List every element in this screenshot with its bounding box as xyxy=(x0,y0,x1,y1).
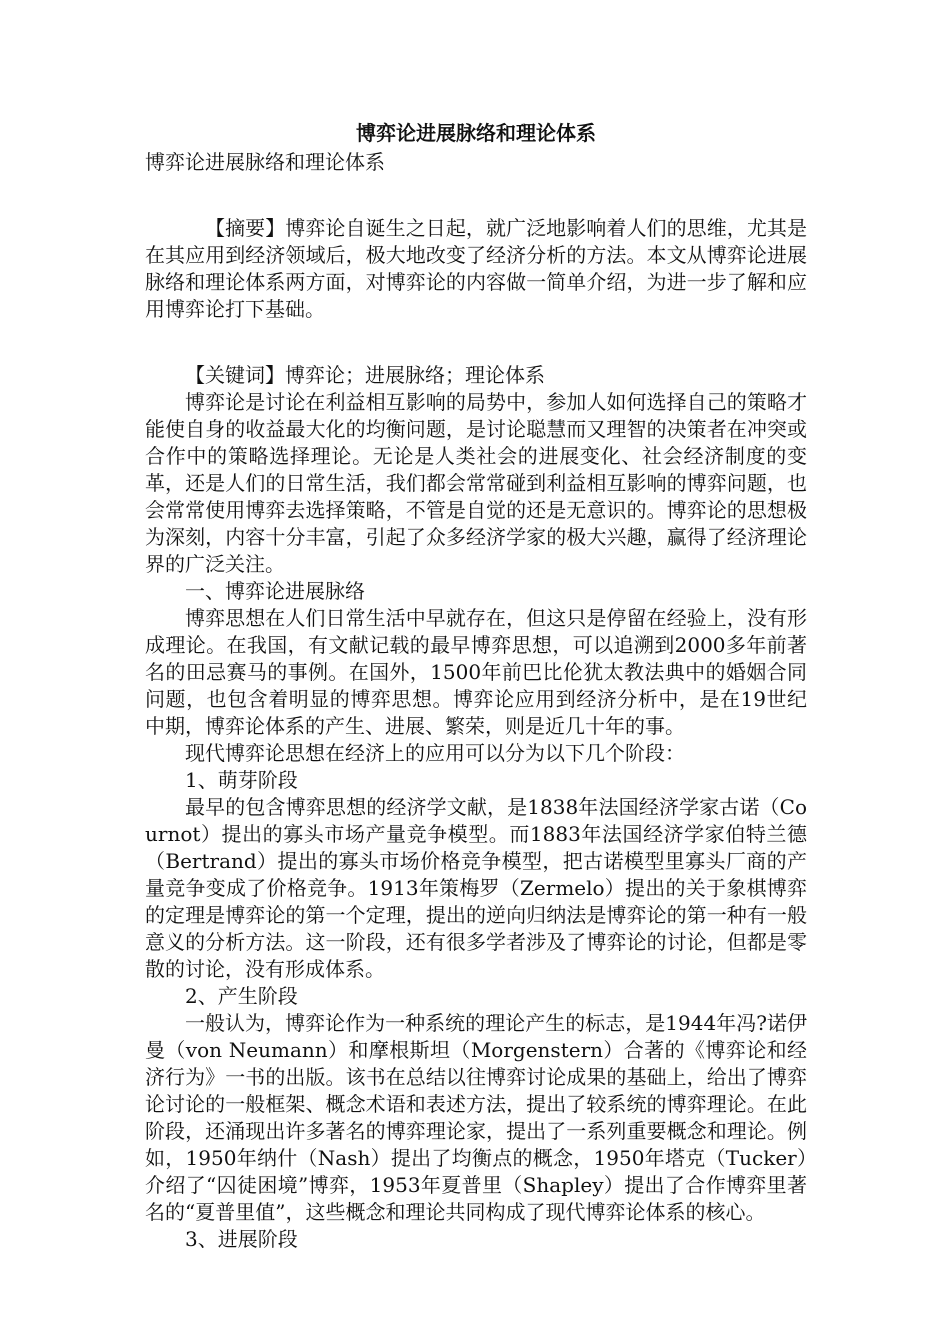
stage-2-paragraph: 一般认为，博弈论作为一种系统的理论产生的标志，是1944年冯?诺伊曼（von Neumann）和摩根斯坦（Morgenstern）合著的《博弈论和经济行为》一书的出版。该书在总结以往博弈讨论成果的基础上，给出了博弈论讨论的一般框架、概念术语和表述方法，提出了较系统的博弈理论。在此阶段，还涌现出许多著名的博弈理论家，提出了一系列重要概念和理论。例如，1950年纳什（Nash）提出了均衡点的概念，1950年塔克（Tucker）介绍了“囚徒困境”博弈，1953年夏普里（Shapley）提出了合作博弈里著名的“夏普里值”，这些概念和理论共同构成了现代博弈论体系的核心。 xyxy=(145,1011,807,1224)
intro-paragraph: 博弈论是讨论在利益相互影响的局势中，参加人如何选择自己的策略才能使自身的收益最大化的均衡问题，是讨论聪慧而又理智的决策者在冲突或合作中的策略选择理论。无论是人类社会的进展变化、社会经济制度的变革，还是人们的日常生活，我们都会常常碰到利益相互影响的博弈问题，也会常常使用博弈去选择策略，不管是自觉的还是无意识的。博弈论的思想极为深刻，内容十分丰富，引起了众多经济学家的极大兴趣，赢得了经济理论界的广泛关注。 xyxy=(145,390,807,576)
abstract-paragraph: 【摘要】博弈论自诞生之日起，就广泛地影响着人们的思维，尤其是在其应用到经济领域后，极大地改变了经济分析的方法。本文从博弈论进展脉络和理论体系两方面，对博弈论的内容做一简单介绍，为进一步了解和应用博弈论打下基础。 xyxy=(145,216,807,321)
section-1-heading: 一、博弈论进展脉络 xyxy=(185,579,365,603)
section-1-paragraph-2: 现代博弈论思想在经济上的应用可以分为以下几个阶段： xyxy=(185,741,685,765)
document-page xyxy=(145,118,807,1253)
spacer xyxy=(145,203,807,215)
spacer xyxy=(145,350,807,362)
document-title: 博弈论进展脉络和理论体系 xyxy=(356,121,596,145)
stage-3-heading: 3、进展阶段 xyxy=(185,1227,298,1251)
section-1-paragraph-1: 博弈思想在人们日常生活中早就存在，但这只是停留在经验上，没有形成理论。在我国，有文献记载的最早博弈思想，可以追溯到2000多年前著名的田忌赛马的事例。在国外，1500年前巴比伦犹太教法典中的婚姻合同问题，也包含着明显的博弈思想。博弈论应用到经济分析中，是在19世纪中期，博弈论体系的产生、进展、繁荣，则是近几十年的事。 xyxy=(145,606,807,738)
spacer xyxy=(145,176,807,203)
keywords-line: 【关键词】博弈论；进展脉络；理论体系 xyxy=(185,363,545,387)
stage-1-paragraph: 最早的包含博弈思想的经济学文献，是1838年法国经济学家古诺（Cournot）提出的寡头市场产量竞争模型。而1883年法国经济学家伯特兰德（Bertrand）提出的寡头市场价格竞争模型，把古诺模型里寡头厂商的产量竞争变成了价格竞争。1913年策梅罗（Zermelo）提出的关于象棋博弈的定理是博弈论的第一个定理，提出的逆向归纳法是博弈论的第一种有一般意义的分析方法。这一阶段，还有很多学者涉及了博弈论的讨论，但都是零散的讨论，没有形成体系。 xyxy=(145,795,807,981)
document-subtitle: 博弈论进展脉络和理论体系 xyxy=(145,150,385,174)
stage-2-heading: 2、产生阶段 xyxy=(185,984,298,1008)
stage-1-heading: 1、萌芽阶段 xyxy=(185,768,298,792)
spacer xyxy=(145,323,807,350)
